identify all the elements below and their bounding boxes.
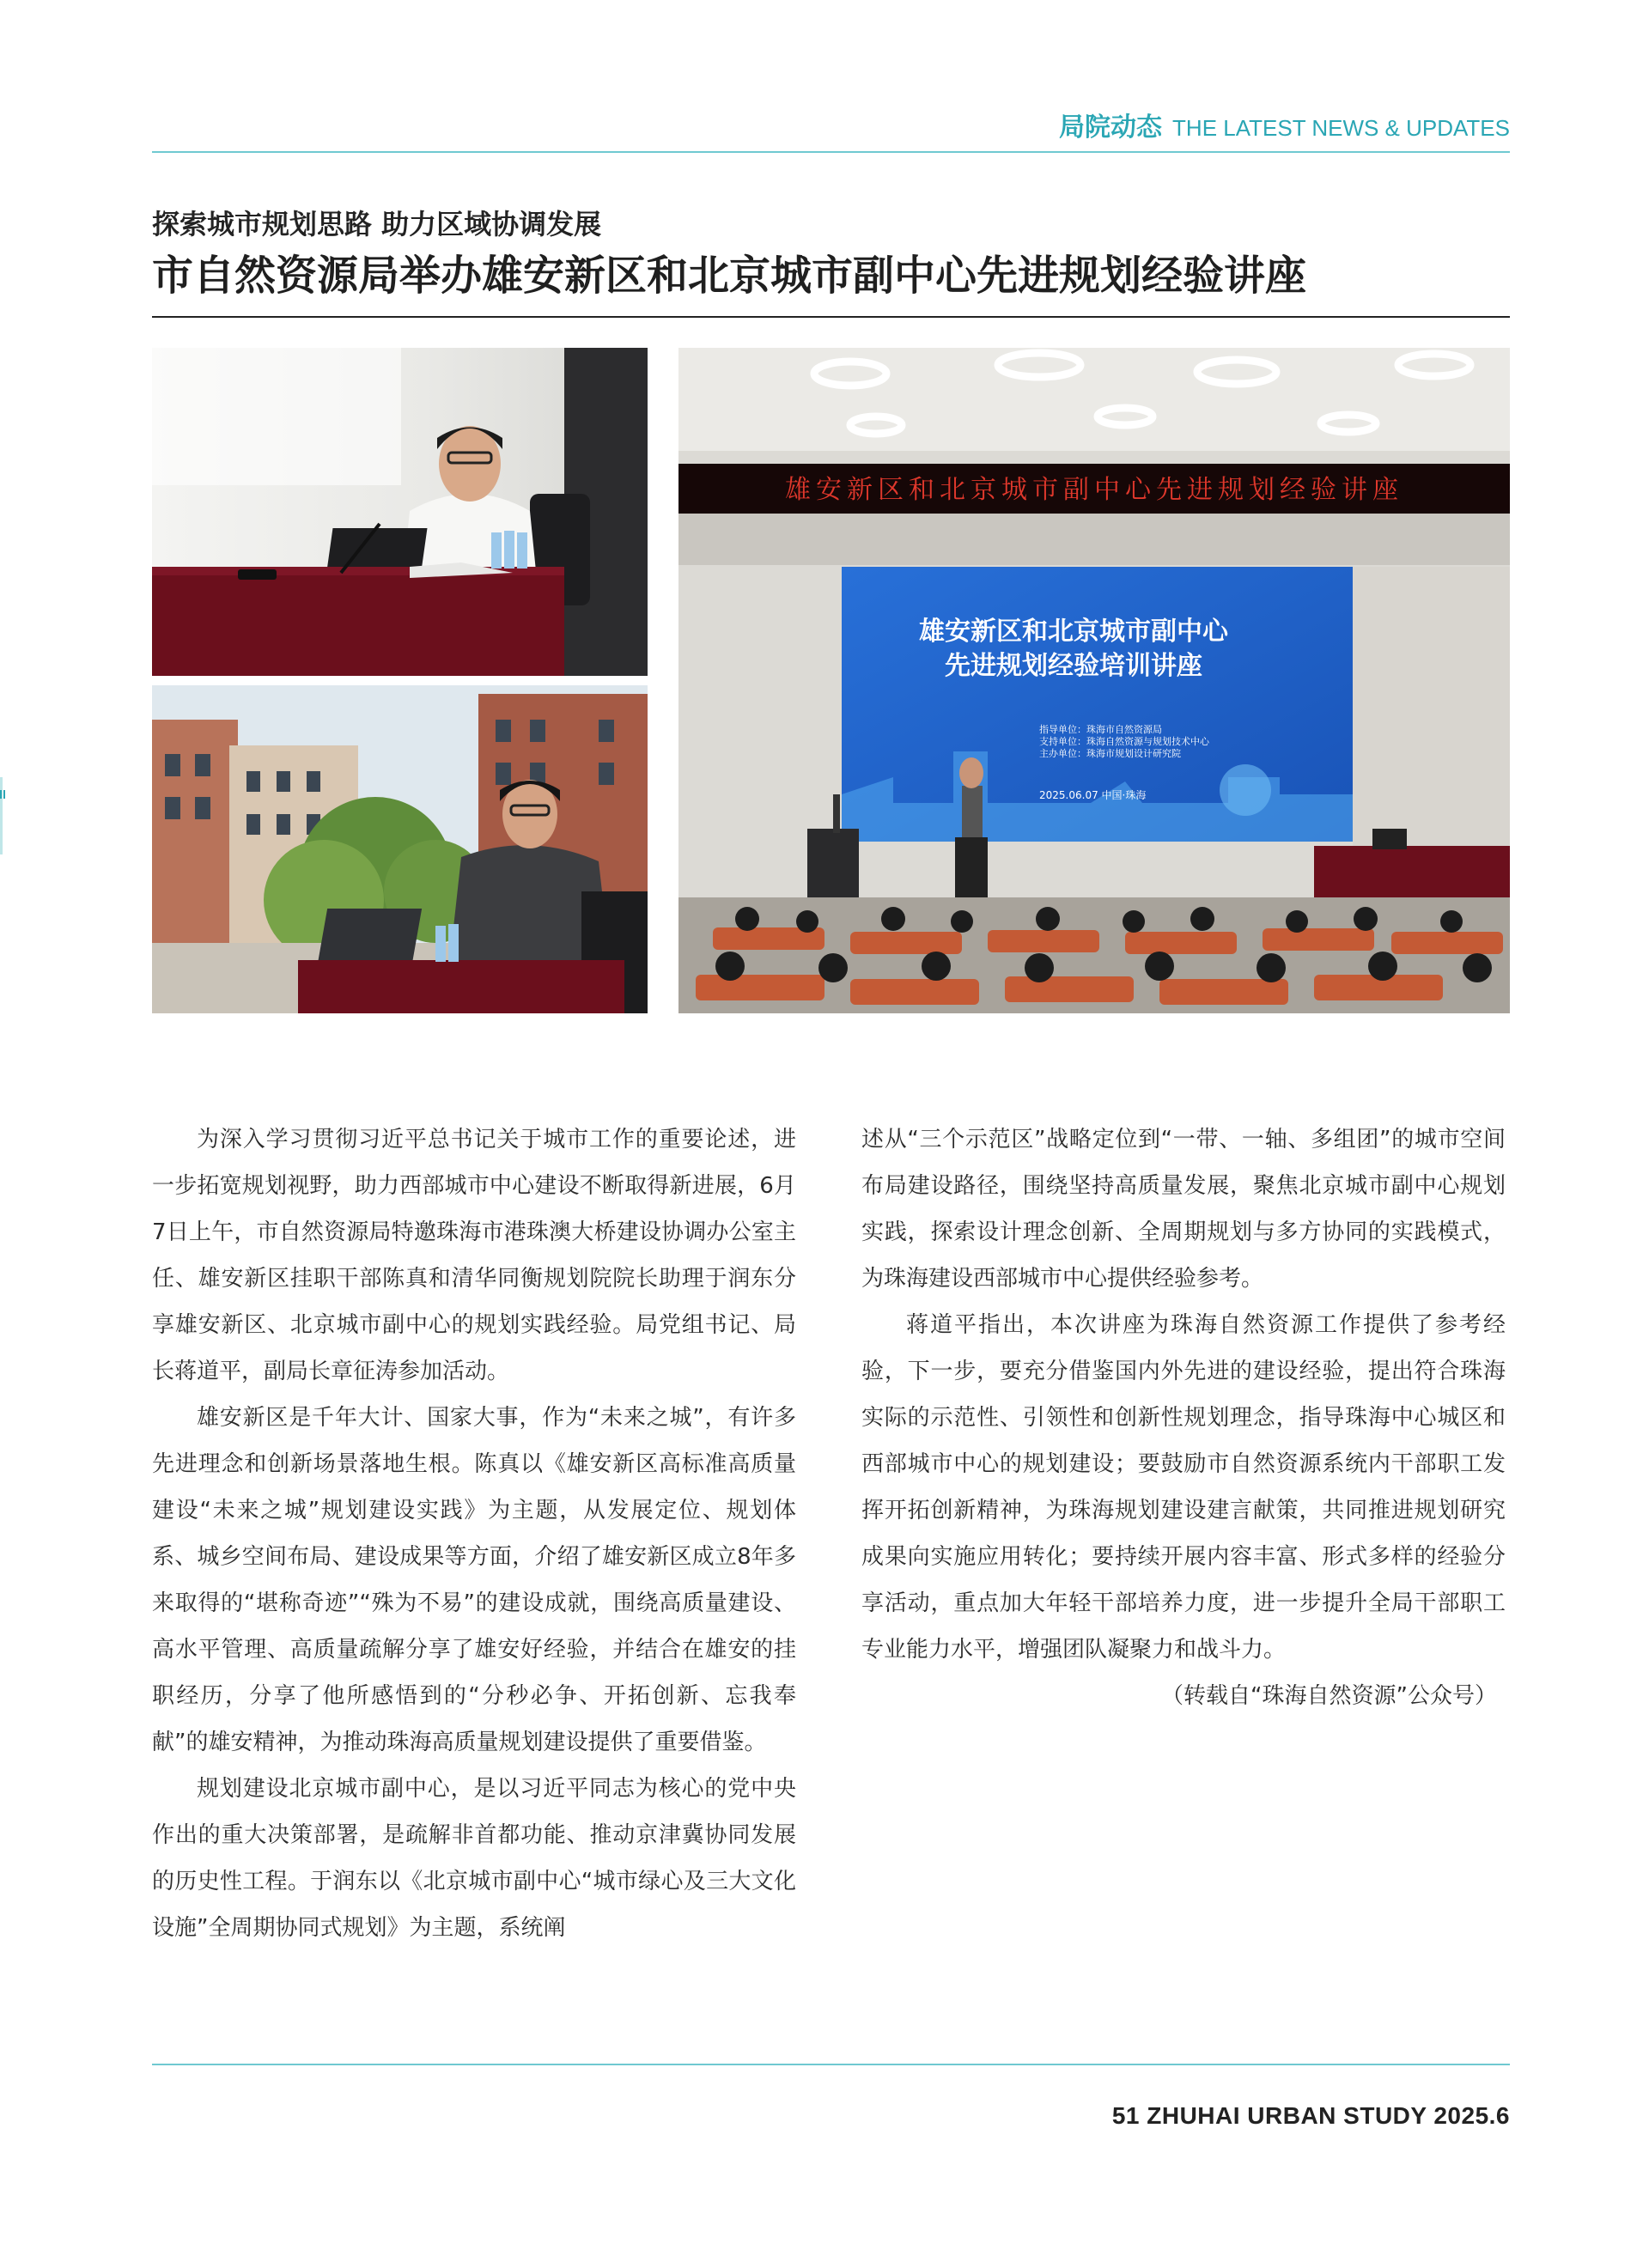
photo-lecture-hall: [678, 348, 1510, 1013]
headline-divider: [152, 316, 1510, 318]
page-edge-tab: [0, 777, 11, 854]
section-title-cn: 局院动态: [1059, 112, 1163, 143]
screen-date: 2025.06.07 中国·珠海: [1039, 789, 1147, 801]
photo-speaker-at-desk: [152, 348, 648, 676]
header-divider: [152, 151, 1510, 153]
screen-org-line3: 主办单位：珠海市规划设计研究院: [1039, 748, 1181, 759]
page-footer: 51 ZHUHAI URBAN STUDY 2025.6: [1111, 2102, 1510, 2129]
article-paragraph-continued: 述从“三个示范区”战略定位到“一带、一轴、多组团”的城市空间布局建设路径，围绕坚持高质量发展，聚焦北京城市副中心规划实践，探索设计理念创新、全周期规划与多方协同的实践模式，为珠海建设西部城市中心提供经验参考。: [861, 1127, 1506, 1292]
article-left-column: [152, 1116, 796, 1951]
article-paragraph: 蒋道平指出，本次讲座为珠海自然资源工作提供了参考经验，下一步，要充分借鉴国内外先进的建设经验，提出符合珠海实际的示范性、引领性和创新性规划理念，指导珠海中心城区和西部城市中心的规划建设；要鼓励市自然资源系统内干部职工发挥开拓创新精神，为珠海规划建设建言献策，共同推进规划研究成果向实施应用转化；要持续开展内容丰富、形式多样的经验分享活动，重点加大年轻干部培养力度，进一步提升全局干部职工专业能力水平，增强团队凝聚力和战斗力。: [861, 1312, 1506, 1663]
screen-title-line1: 雄安新区和北京城市副中心: [919, 617, 1228, 647]
screen-org-line1: 指导单位：珠海市自然资源局: [1039, 724, 1162, 735]
article-paragraph: 规划建设北京城市副中心，是以习近平同志为核心的党中央作出的重大决策部署，是疏解非首都功能、推动京津冀协同发展的历史性工程。于润东以《北京城市副中心“城市绿心及三大文化设施”全周期协同式规划》为主题，系统阐: [152, 1776, 796, 1941]
screen-title-line2: 先进规划经验培训讲座: [945, 651, 1202, 681]
page-edge-mark: [0, 790, 7, 799]
article-headline: 市自然资源局举办雄安新区和北京城市副中心先进规划经验讲座: [152, 252, 1307, 300]
section-header: [1059, 106, 1510, 143]
article-right-column: [861, 1116, 1506, 1719]
article-paragraph: 为深入学习贯彻习近平总书记关于城市工作的重要论述，进一步拓宽规划视野，助力西部城市中心建设不断取得新进展，6月7日上午，市自然资源局特邀珠海市港珠澳大桥建设协调办公室主任、雄安新区挂职干部陈真和清华同衡规划院院长助理于润东分享雄安新区、北京城市副中心的规划实践经验。局党组书记、局长蒋道平，副局长章征涛参加活动。: [152, 1127, 796, 1384]
led-banner-text: 雄安新区和北京城市副中心先进规划经验讲座: [785, 475, 1403, 505]
article-paragraph: 雄安新区是千年大计、国家大事，作为“未来之城”，有许多先进理念和创新场景落地生根。陈真以《雄安新区高标准高质量建设“未来之城”规划建设实践》为主题，从发展定位、规划体系、城乡空间布局、建设成果等方面，介绍了雄安新区成立8年多来取得的“堪称奇迹”“殊为不易”的建设成就，围绕高质量建设、高水平管理、高质量疏解分享了雄安好经验，并结合在雄安的挂职经历，分享了他所感悟到的“分秒必争、开拓创新、忘我奉献”的雄安精神，为推动珠海高质量规划建设提供了重要借鉴。: [152, 1405, 796, 1755]
footer-divider: [152, 2064, 1510, 2065]
screen-org-line2: 支持单位：珠海自然资源与规划技术中心: [1039, 736, 1209, 747]
article-kicker: 探索城市规划思路 助力区域协调发展: [152, 208, 602, 240]
article-source-note: （转载自“珠海自然资源”公众号）: [1161, 1683, 1497, 1709]
photo-speaker-with-laptop: [152, 685, 648, 1013]
section-title-en: THE LATEST NEWS & UPDATES: [1172, 115, 1510, 141]
